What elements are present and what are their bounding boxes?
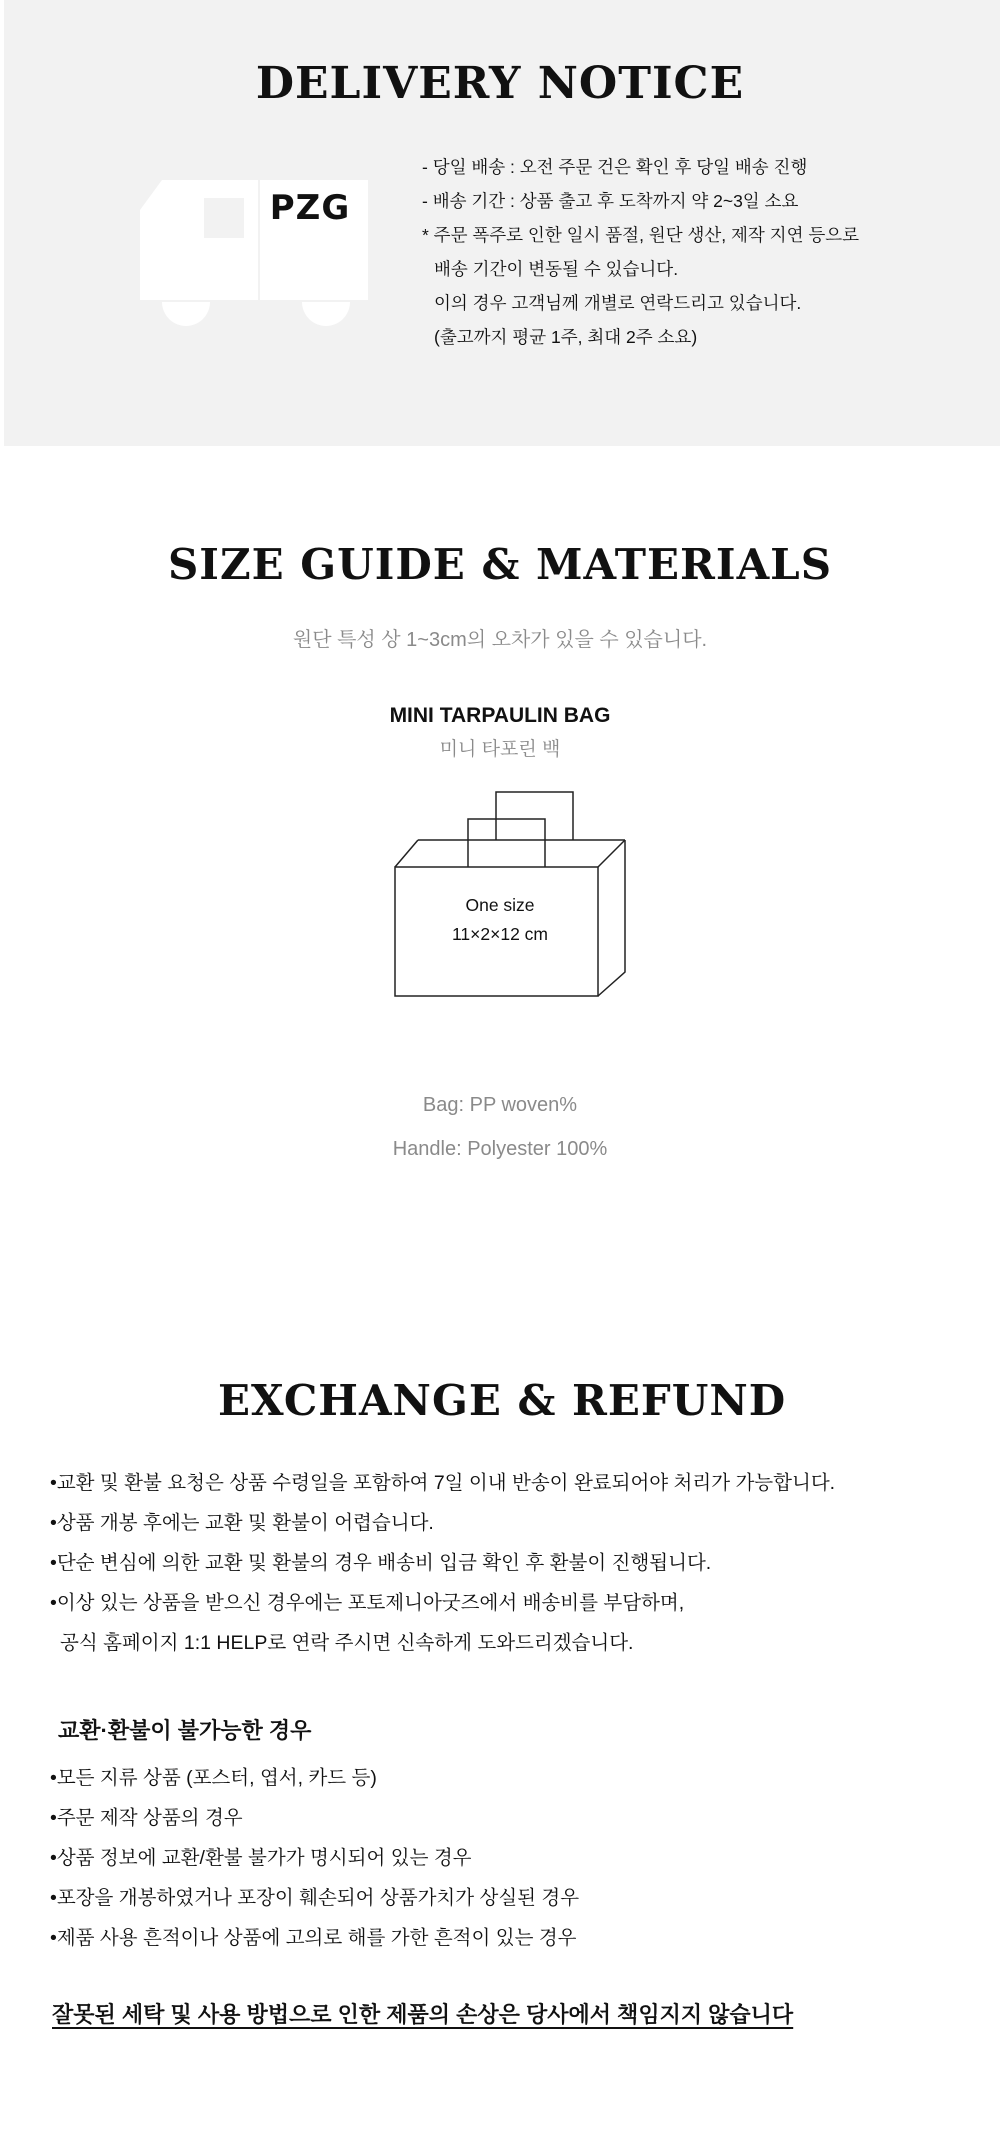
delivery-line: 배송 기간이 변동될 수 있습니다. [434,259,679,279]
list-item: 공식 홈페이지 1:1 HELP로 연락 주시면 신속하게 도와드리겠습니다. [60,1632,634,1654]
list-item: •단순 변심에 의한 교환 및 환불의 경우 배송비 입금 확인 후 환불이 진행됩니다. [50,1552,712,1574]
list-item: •제품 사용 흔적이나 상품에 고의로 해를 가한 흔적이 있는 경우 [50,1927,577,1949]
delivery-line: * 주문 폭주로 인한 일시 품절, 원단 생산, 제작 지연 등으로 [422,225,860,245]
damage-disclaimer: 잘못된 세탁 및 사용 방법으로 인한 제품의 손상은 당사에서 책임지지 않습니다 [52,2002,794,2027]
delivery-info-list [422,150,982,354]
delivery-line: (출고까지 평균 1주, 최대 2주 소요) [434,327,698,347]
list-item: •상품 개봉 후에는 교환 및 환불이 어렵습니다. [50,1512,434,1534]
delivery-line: - 배송 기간 : 상품 출고 후 도착까지 약 2~3일 소요 [422,191,799,211]
size-tolerance-note: 원단 특성 상 1~3cm의 오차가 있을 수 있습니다. [292,629,708,651]
delivery-line: 이의 경우 고객님께 개별로 연락드리고 있습니다. [434,293,802,313]
list-item: •주문 제작 상품의 경우 [50,1807,243,1829]
bag-size-label: One size [465,895,535,915]
material-bag: Bag: PP woven% [422,1094,578,1116]
size-guide-title: SIZE GUIDE & MATERIALS [167,540,833,589]
list-item: •포장을 개봉하였거나 포장이 훼손되어 상품가치가 상실된 경우 [50,1887,580,1909]
bag-size-value: 11×2×12 cm [452,924,548,944]
list-item: •이상 있는 상품을 받으신 경우에는 포토제니아굿즈에서 배송비를 부담하며, [50,1592,685,1614]
product-name: MINI TARPAULIN BAG [389,704,611,727]
truck-brand-logo: PZG [269,188,351,228]
product-name-korean: 미니 타포린 백 [439,739,561,760]
nonrefund-heading: 교환·환불이 불가능한 경우 [58,1718,312,1743]
delivery-notice-title: DELIVERY NOTICE [255,58,745,109]
nonrefund-list [50,1758,579,1958]
delivery-line: - 당일 배송 : 오전 주문 건은 확인 후 당일 배송 진행 [422,157,808,177]
material-handle: Handle: Polyester 100% [392,1138,608,1160]
bag-outline-icon [390,785,630,1000]
list-item: •교환 및 환불 요청은 상품 수령일을 포함하여 7일 이내 반송이 완료되어야 처리가 가능합니다. [50,1472,836,1494]
exchange-refund-title: EXCHANGE & REFUND [218,1376,787,1425]
list-item: •모든 지류 상품 (포스터, 엽서, 카드 등) [50,1767,377,1789]
exchange-policy-list [50,1463,835,1663]
list-item: •상품 정보에 교환/환불 불가가 명시되어 있는 경우 [50,1847,472,1869]
